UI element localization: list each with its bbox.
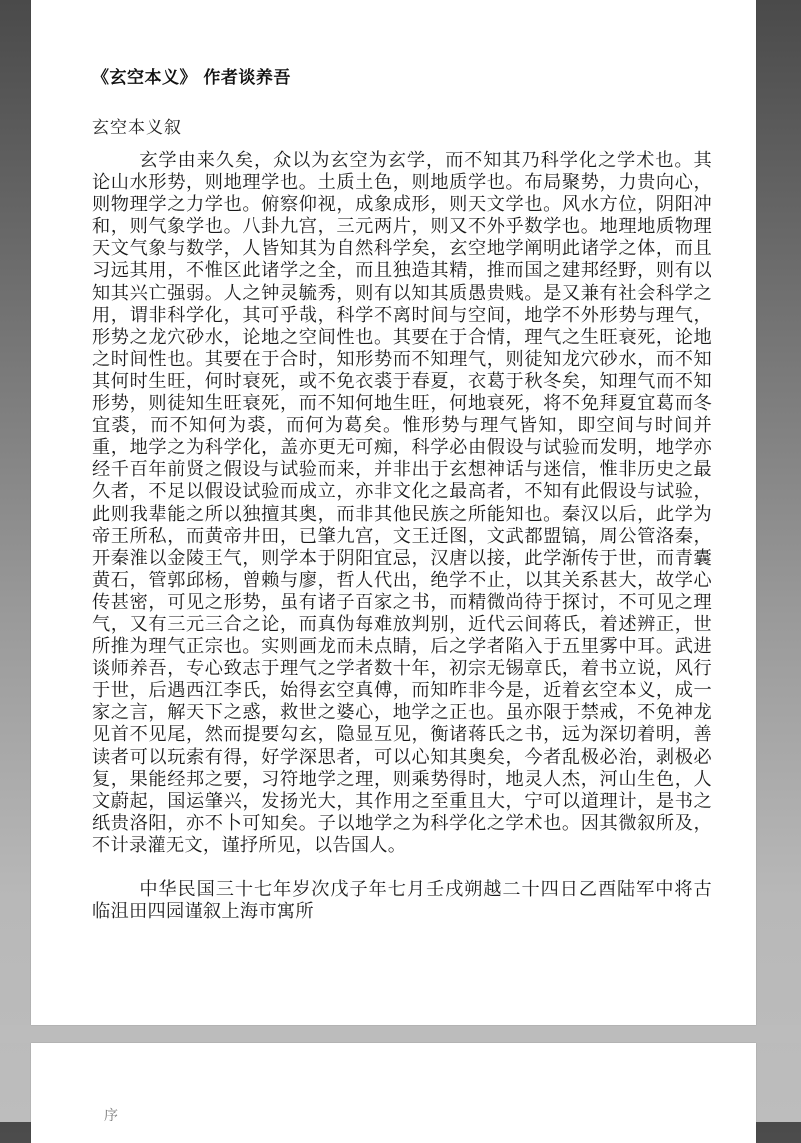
section-heading: 玄空本义叙: [92, 118, 182, 138]
document-page-1: [31, 0, 756, 1025]
page2-partial-text: 序: [104, 1108, 118, 1124]
document-title: 《玄空本义》 作者谈养吾: [92, 68, 291, 88]
page-gap: [0, 1025, 801, 1043]
paragraph: 玄学由来久矣，众以为玄空为玄学，而不知其乃科学化之学术也。其论山水形势，则地理学也。土质土色，则地质学也。布局聚势，力贵向心，则物理学之力学也。俯察仰视，成象成形，则天文学也。风水方位，阴阳冲和，则气象学也。八卦九宫，三元两片，则又不外乎数学也。地理地质物理天文气象与数学，人皆知其为自然科学矣，玄空地学阐明此诸学之体，而且习远其用，不惟区此诸学之全，而且独造其精，推而国之建邦经野，则有以知其兴亡强弱。人之钟灵毓秀，则有以知其质愚贵贱。是又兼有社会科学之用，谓非科学化，其可乎哉，科学不离时间与空间，地学不外形势与理气，形势之龙穴砂水，论地之空间性也。其要在于合情，理气之生旺衰死，论地之时间性也。其要在于合时，知形势而不知理气，则徒知龙穴砂水，而不知其何时生旺，何时衰死，或不免衣裘于春夏，衣葛于秋冬矣，知理气而不知形势，则徒知生旺衰死，而不知何地生旺，何地衰死，将不免拜夏宜葛而冬宜裘，而不知何为裘，而何为葛矣。惟形势与理气皆知，即空间与时间并重，地学之为科学化，盖亦更无可痴，科学必由假设与试验而发明，地学亦经千百年前贤之假设与试验而来，并非出于玄想神话与迷信，惟非历史之最久者，不足以假设试验而成立，亦非文化之最高者，不知有此假设与试验，此则我辈能之所以独擅其奥，而非其他民族之所能知也。秦汉以后，此学为帝王所私，而黄帝井田，已肇九宫，文王迁图，文武都盟镐，周公管洛秦，开秦淮以金陵王气，则学本于阴阳宜忌，汉唐以接，此学渐传于世，而青囊黄石，管郭邱杨，曾赖与廖，哲人代出，绝学不止，以其关系甚大，故学心传甚密，可见之形势，虽有诸子百家之书，而精微尚待于探讨，不可见之理气，又有三元三合之论，而真伪每难放判别，近代云间蒋氏，着述辨正，世所推为理气正宗也。实则画龙而未点睛，后之学者陷入于五里雾中耳。武进谈师养吾，专心致志于理气之学者数十年，初宗无锡章氏，着书立说，风行于世，后遇西江李氏，始得玄空真傅，而知昨非今是，近着玄空本义，成一家之言，解天下之惑，救世之婆心，地学之正也。虽亦限于禁戒，不免神龙见首不见尾，然而提要勾玄，隐显互见，衡诸蒋氏之书，远为深切着明，善读者可以玩索有得，好学深思者，可以心知其奥矣，今者乱极必治，剥极必复，果能经邦之要，习符地学之理，则乘势得时，地灵人杰，河山生色，人文蔚起，国运肇兴，发扬光大，其作用之至重且大，宁可以道理计，是书之纸贵洛阳，亦不卜可知矣。子以地学之为科学化之学术也。因其微叙所及，不计录灌无文，谨抒所见，以告国人。: [92, 150, 712, 856]
document-page-2: [31, 1043, 756, 1143]
signature-line: 中华民国三十七年岁次戊子年七月壬戌朔越二十四日乙酉陆军中将古临沮田四园谨叙上海市寓所: [92, 879, 712, 923]
body-text: [92, 150, 712, 923]
